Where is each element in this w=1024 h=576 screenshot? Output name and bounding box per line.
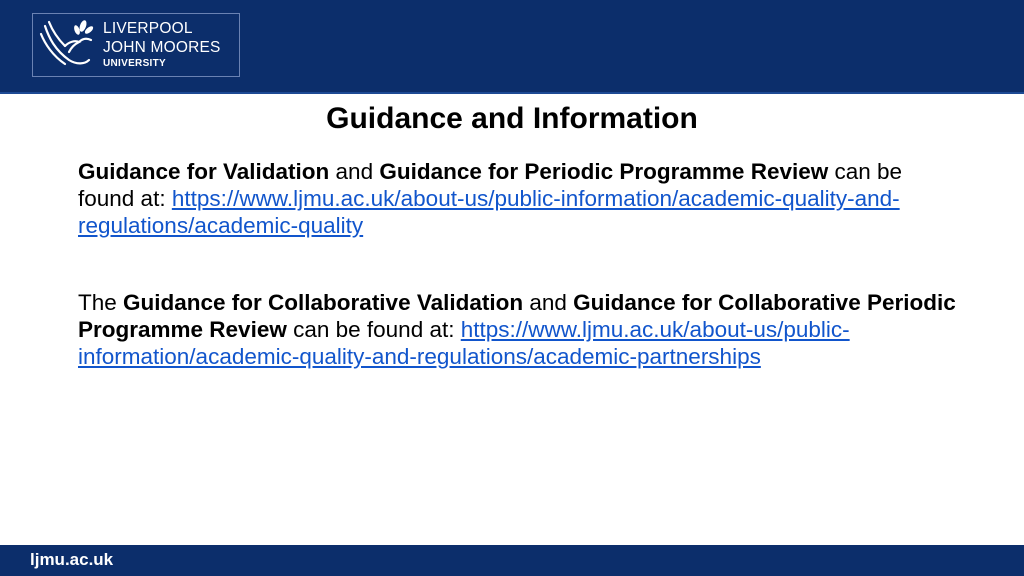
header-bar — [0, 0, 1024, 94]
logo-line-university: UNIVERSITY — [103, 58, 167, 69]
slide-title: Guidance and Information — [326, 102, 698, 135]
logo-line-john-moores: JOHN MOORES — [103, 38, 221, 56]
academic-quality-link[interactable]: https://www.ljmu.ac.uk/about-us/public-information/academic-quality-and-regulations/academic-quality — [78, 186, 900, 238]
collaborative-guidance-paragraph — [78, 289, 958, 370]
bold-guidance-collaborative-periodic-review: Guidance for Collaborative Periodic Programme Review — [78, 290, 956, 342]
text-can-be-found: can be found at: — [78, 159, 903, 211]
bold-guidance-collaborative-validation: Guidance for Collaborative Validation — [123, 290, 524, 315]
text-can-be-found: can be found at: — [286, 317, 461, 342]
academic-partnerships-link[interactable]: https://www.ljmu.ac.uk/about-us/public-information/academic-quality-and-regulations/academic-partnerships — [78, 317, 850, 369]
bold-guidance-validation: Guidance for Validation — [78, 159, 330, 184]
footer-bar — [0, 545, 1024, 576]
text-and: and — [329, 159, 380, 184]
text-the: The — [78, 290, 124, 315]
logo-wordmark — [103, 21, 221, 69]
validation-guidance-paragraph — [78, 158, 958, 239]
footer-site-link[interactable]: ljmu.ac.uk — [30, 550, 114, 569]
bold-guidance-periodic-review: Guidance for Periodic Programme Review — [379, 159, 829, 184]
university-logo[interactable] — [32, 13, 240, 77]
liver-bird-emblem-icon — [35, 16, 97, 74]
text-and: and — [523, 290, 574, 315]
logo-line-liverpool: LIVERPOOL — [103, 20, 193, 37]
